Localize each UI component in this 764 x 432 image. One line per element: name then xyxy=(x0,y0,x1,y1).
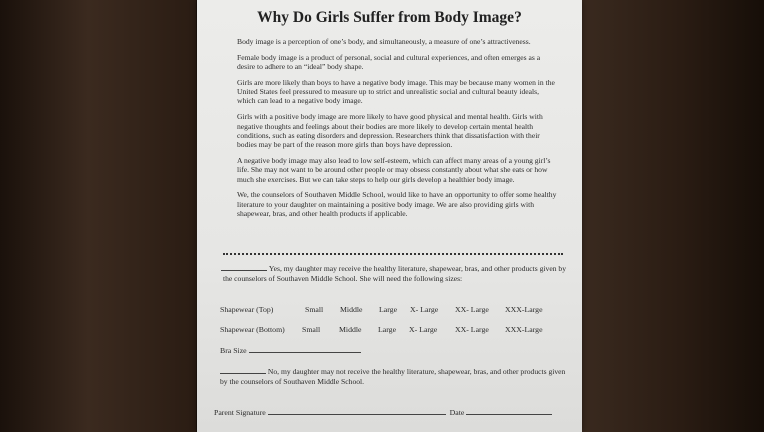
bra-size-field xyxy=(220,346,361,356)
paragraph-female-body-image: Female body image is a product of personal, social and cultural experiences, and often emerges as a desire to adhere to an “ideal” body shape. xyxy=(237,52,541,72)
size-option[interactable]: X- Large xyxy=(409,325,438,334)
shapewear-bottom-label: Shapewear (Bottom) xyxy=(220,325,285,334)
no-consent-text xyxy=(220,367,568,386)
paragraph-self-esteem: A negative body image may also lead to low self-esteem, which can affect many areas of a young girl’s life. She may not want to be around other people or may obsess constantly about what she eats or how much she exercises. But we can take steps to help our girls develop a healthier body image. xyxy=(237,155,551,184)
permission-form xyxy=(214,264,568,417)
paragraph-counselors: We, the counselors of Southaven Middle School, would like to have an opportunity to offer some healthy literature to your daughter on maintaining a positive body image. We are also providing girls with shapewear, bras, and other health products if applicable. xyxy=(237,190,557,218)
no-blank-line[interactable] xyxy=(220,373,266,374)
size-option[interactable]: Small xyxy=(305,305,324,314)
size-option[interactable]: XX- Large xyxy=(455,325,489,334)
shapewear-top-label: Shapewear (Top) xyxy=(220,305,274,314)
size-option[interactable]: Middle xyxy=(339,325,362,334)
size-option[interactable]: Small xyxy=(302,325,321,334)
parent-signature-line[interactable] xyxy=(268,414,446,415)
paragraph-definition: Body image is a perception of one’s body, and simultaneously, a measure of one’s attractiveness. xyxy=(237,37,531,46)
size-option[interactable]: Large xyxy=(379,305,398,314)
size-option[interactable]: X- Large xyxy=(410,305,439,314)
size-option[interactable]: Large xyxy=(378,325,397,334)
paragraph-girls-negative: Girls are more likely than boys to have a negative body image. This may be because many women in the United States feel pressured to measure up to strict and unrealistic social and cultural beauty ideals, which can lead to a negative body image. xyxy=(237,77,555,106)
size-option[interactable]: Middle xyxy=(340,305,363,314)
dotted-divider xyxy=(223,253,563,255)
flyer-page xyxy=(197,0,582,432)
yes-blank-line[interactable] xyxy=(221,270,267,271)
background-right xyxy=(580,0,764,432)
document-body xyxy=(237,37,557,225)
bra-size-label: Bra Size xyxy=(220,346,247,355)
size-option[interactable]: XX- Large xyxy=(455,305,489,314)
yes-consent-label: Yes, my daughter may receive the healthy literature, shapewear, bras, and other products given by the counselors of Southaven Middle School. She will need the following sizes: xyxy=(223,264,566,283)
parent-signature-label: Parent Signature xyxy=(214,408,266,417)
signature-row xyxy=(214,408,552,418)
date-line[interactable] xyxy=(466,414,552,415)
bra-size-line[interactable] xyxy=(249,352,361,353)
date-label: Date xyxy=(449,408,465,417)
no-consent-label: No, my daughter may not receive the healthy literature, shapewear, bras, and other products given by the counselors of Southaven Middle School. xyxy=(220,367,566,386)
document-title: Why Do Girls Suffer from Body Image? xyxy=(257,9,522,26)
size-option[interactable]: XXX-Large xyxy=(505,305,543,314)
background-left xyxy=(0,0,196,432)
paragraph-health: Girls with a positive body image are more likely to have good physical and mental health. Girls with negative thoughts and feelings about their bodies are more likely to develop certain mental health conditions, such as eating disorders and depression. Researchers think that dissatisfaction with their bodies may be part of the reason more girls than boys have depression. xyxy=(237,112,543,150)
size-option[interactable]: XXX-Large xyxy=(505,325,543,334)
yes-consent-text xyxy=(223,264,568,283)
